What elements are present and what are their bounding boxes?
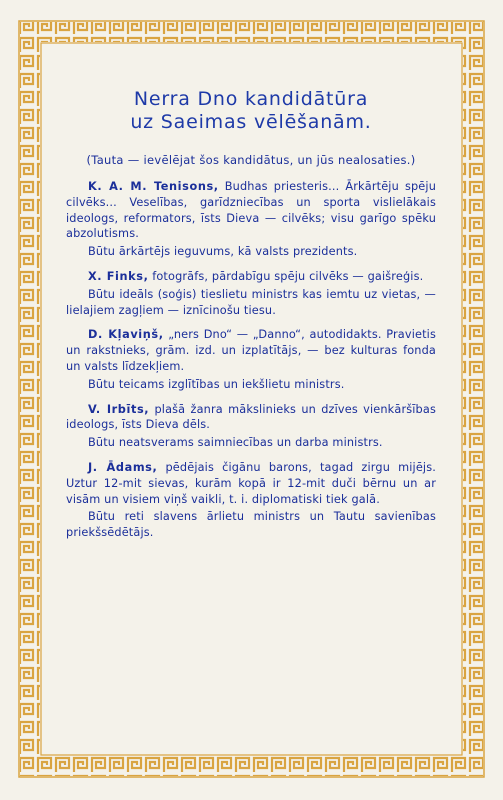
candidate-entry <box>66 460 436 541</box>
candidate-verdict: Būtu neatsverams saimniecības un darba ministrs. <box>88 436 383 450</box>
candidate-entry <box>66 402 436 451</box>
candidate-text: fotogrāfs, pārdabīgu spēju cilvēks — gaišreģis. <box>148 269 424 283</box>
candidate-name: X. Finks, <box>88 269 149 283</box>
candidate-entry <box>66 327 436 392</box>
leaflet-content <box>66 88 436 550</box>
candidate-name: D. Kļaviņš, <box>88 328 164 342</box>
candidate-name: V. Irbīts, <box>88 402 150 416</box>
candidate-verdict: Būtu teicams izglītības un iekšlietu ministrs. <box>88 377 345 391</box>
candidate-verdict: Būtu ideāls (soģis) tieslietu ministrs kas iemtu uz vietas, — lielajiem zagļiem — iznīcinošu tiesu. <box>66 287 436 317</box>
candidate-text: plašā žanra mākslinieks un dzīves vienkāršības ideologs, īsts Dieva dēls. <box>66 402 436 432</box>
candidate-description <box>66 179 436 242</box>
subtitle: (Tauta — ievēlējat šos kandidātus, un jūs nealosaties.) <box>86 153 416 167</box>
candidate-description <box>66 460 436 507</box>
candidate-verdict: Būtu reti slavens ārlietu ministrs un Tautu savienības priekšsēdētājs. <box>66 510 436 540</box>
candidate-name: K. A. M. Tenisons, <box>88 180 219 193</box>
candidate-description <box>66 269 436 285</box>
candidate-verdict: Būtu ārkārtējs ieguvums, kā valsts prezidents. <box>88 245 358 259</box>
candidate-text: Budhas priesteris... Ārkārtēju spēju cilvēks... Veselības, garīdzniecības un sporta vislielākais ideologs, reformators, īsts Dieva — cilvēks; visu garīgo spēku abzolutisms. <box>66 180 437 241</box>
page-title <box>66 88 436 134</box>
candidate-entry <box>66 269 436 318</box>
title-line-2: uz Saeimas vēlēšanām. <box>130 111 372 133</box>
candidate-description <box>66 327 436 374</box>
candidate-entry <box>66 179 436 260</box>
candidate-name: J. Ādams, <box>88 460 158 474</box>
candidate-description <box>66 402 436 434</box>
candidate-text: „ners Dno“ — „Danno“, autodidakts. Pravietis un rakstnieks, grām. izd. un izplatītājs, — bez kulturas fonda un valsts līdzekļiem. <box>66 328 436 373</box>
title-line-1: Nerra Dno kandidātūra <box>133 88 369 110</box>
candidate-text: pēdējais čigānu barons, tagad zirgu mijējs. Uztur 12-mit sievas, kurām kopā ir 12-mit duči bērnu un ar visām un visiem viņš vaikli, t. i. diplomatiski tiek galā. <box>66 460 436 506</box>
